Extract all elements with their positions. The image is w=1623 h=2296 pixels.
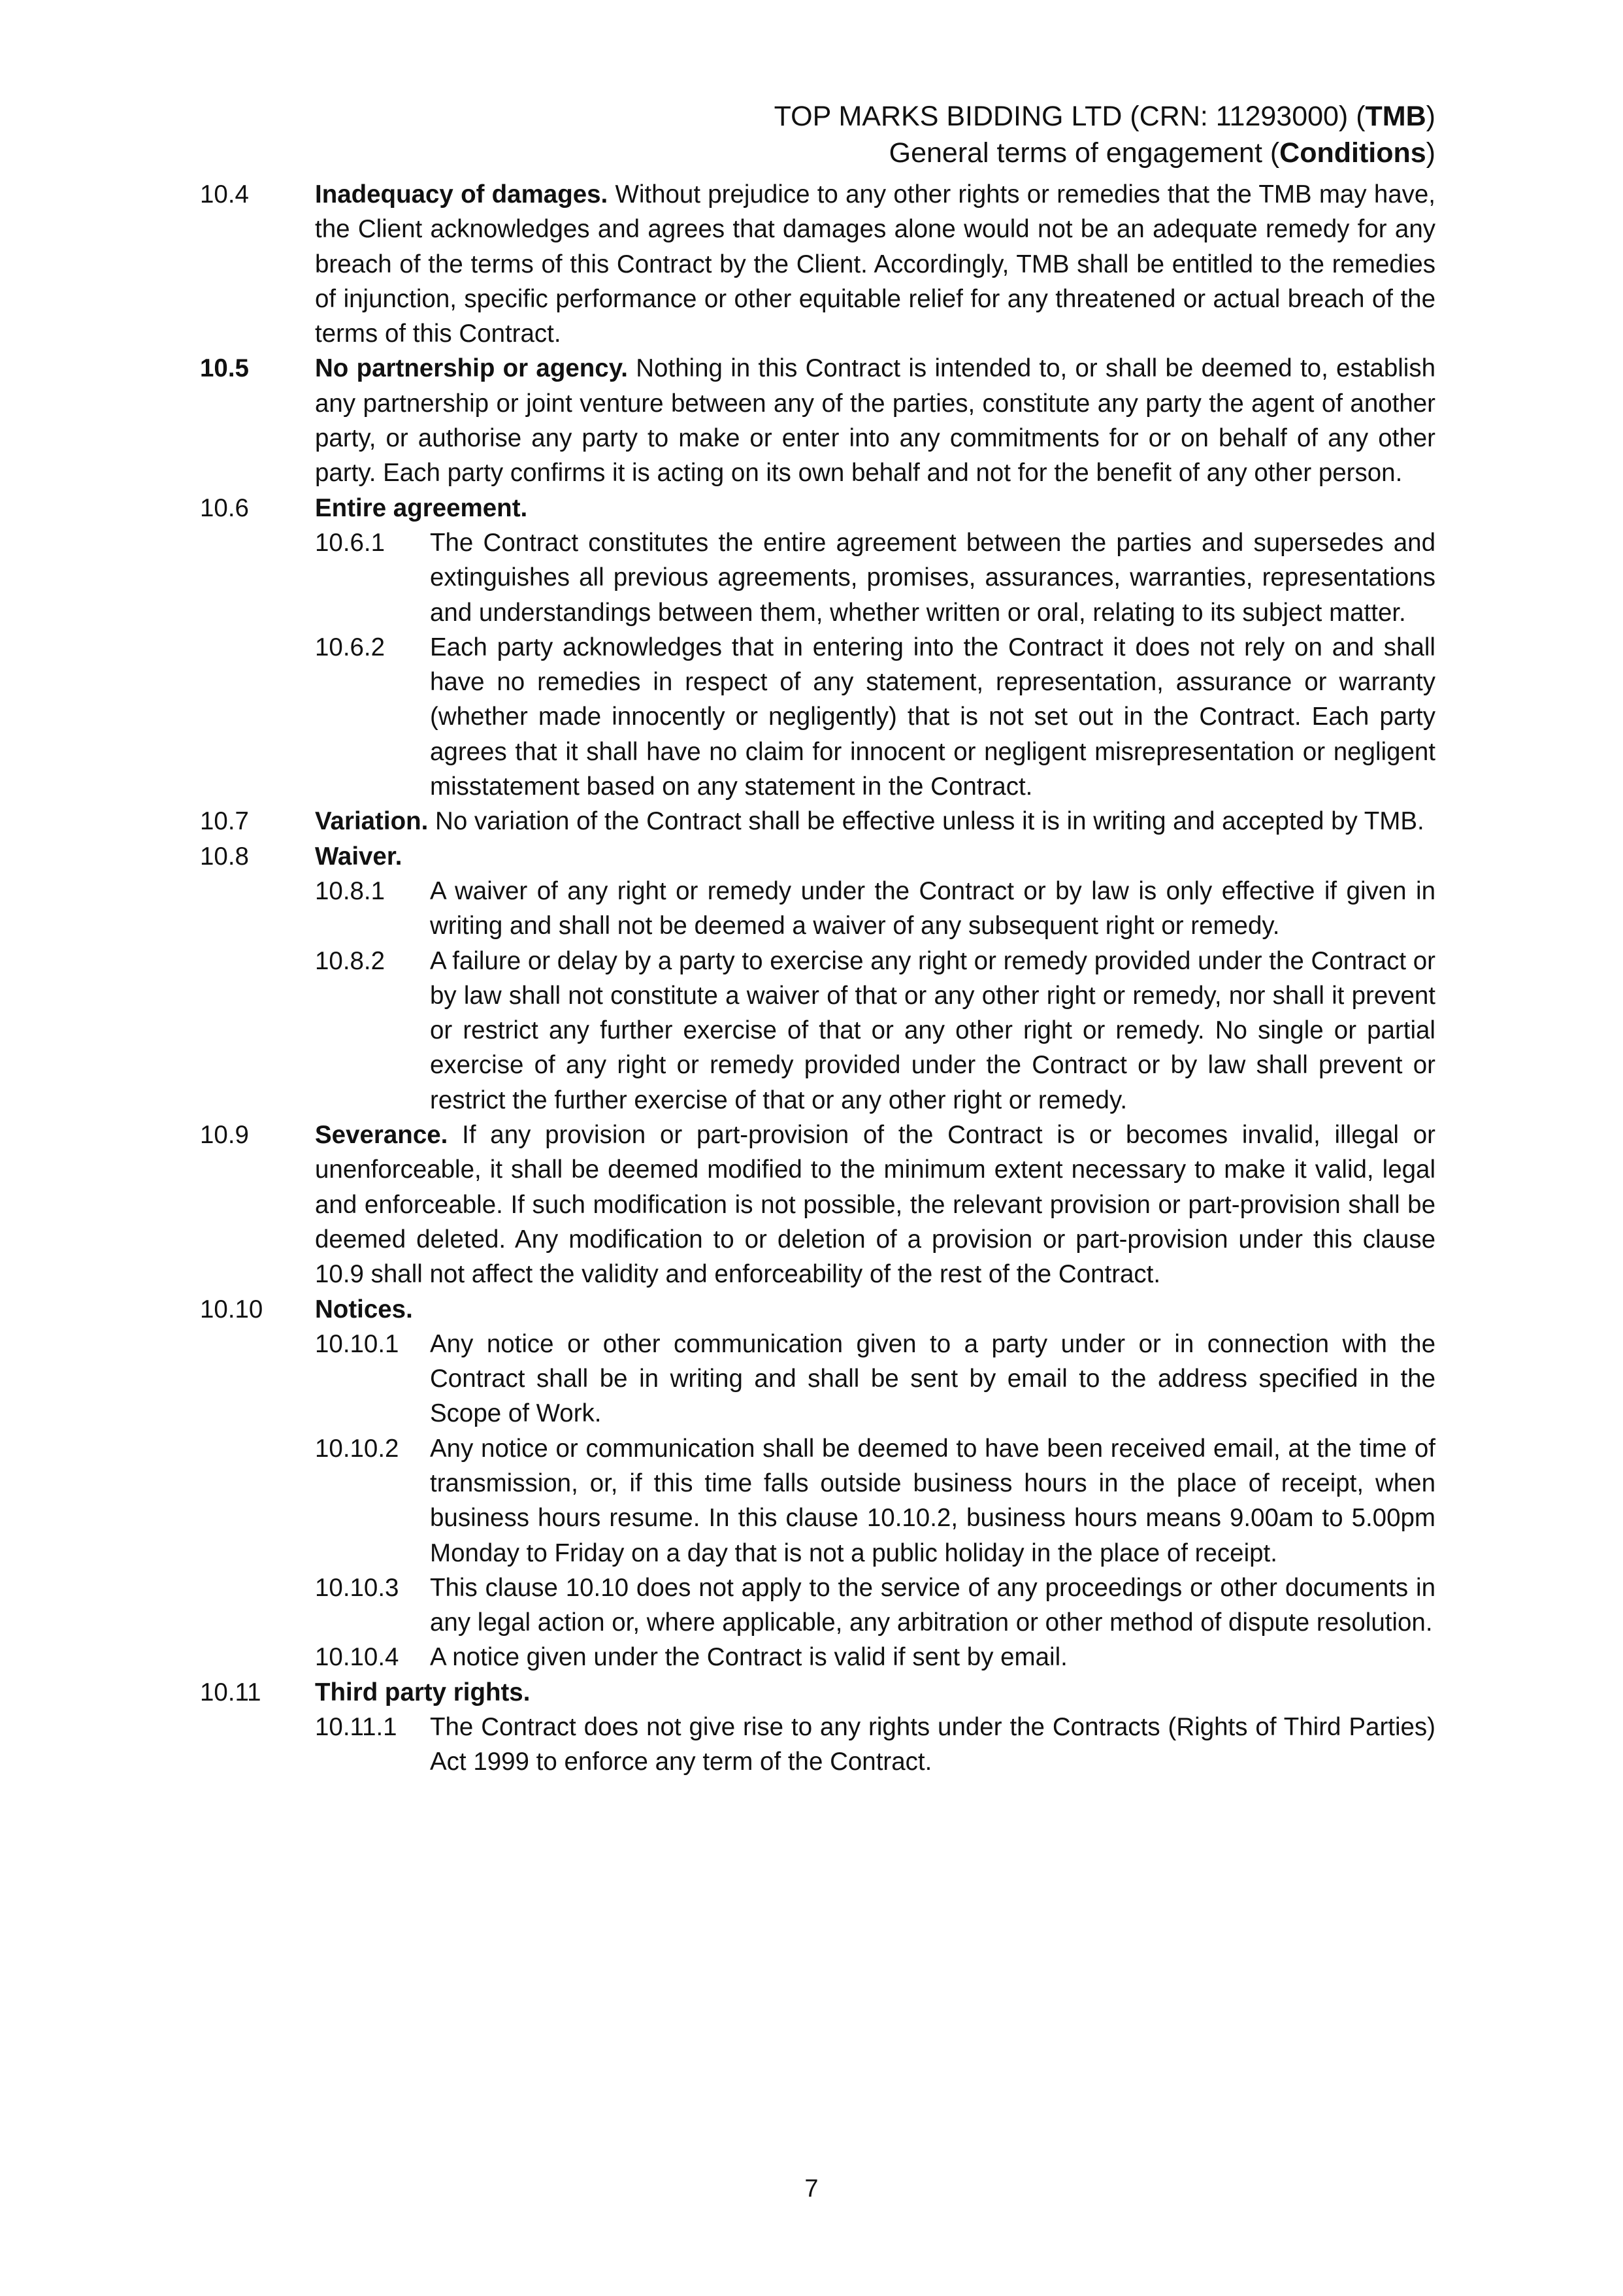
subclause-10-10-3 bbox=[315, 1571, 1435, 1640]
subclause-10-10-4 bbox=[315, 1640, 1435, 1674]
subclause-text: This clause 10.10 does not apply to the service of any proceedings or other documents in any legal action or, where applicable, any arbitration or other method of dispute resolution. bbox=[430, 1573, 1435, 1637]
clause-title: Waiver. bbox=[315, 842, 402, 871]
subclause-number: 10.6.2 bbox=[315, 633, 385, 661]
clause-text: Without prejudice to any other rights or remedies that the TMB may have, the Client acknowledges and agrees that damages alone would not be an adequate remedy for any breach of the terms of this Contract by the Client. Accordingly, TMB shall be entitled to the remedies of injunction, specific performance or other equitable relief for any threatened or actual breach of the terms of this Contract. bbox=[315, 180, 1435, 348]
clause-10-9 bbox=[200, 1118, 1435, 1291]
subclause-text: A notice given under the Contract is valid if sent by email. bbox=[430, 1643, 1068, 1672]
subclause-number: 10.8.1 bbox=[315, 876, 385, 905]
subclause-number: 10.8.2 bbox=[315, 946, 385, 975]
subclause-text: Each party acknowledges that in entering into the Contract it does not rely on and shall have no remedies in respect of any statement, representation, assurance or warranty (whether made innocently or negligently) that is not set out in the Contract. Each party agrees that it shall have no claim for innocent or negligent misrepresentation or negligent misstatement based on any statement in the Contract. bbox=[430, 633, 1435, 801]
clause-title: No partnership or agency. bbox=[315, 354, 628, 383]
subclause-number: 10.6.1 bbox=[315, 528, 385, 557]
clause-number: 10.8 bbox=[200, 842, 249, 871]
clause-title: Inadequacy of damages. bbox=[315, 180, 608, 208]
clause-number: 10.7 bbox=[200, 807, 249, 836]
clause-10-7 bbox=[200, 804, 1435, 839]
subclause-text: A waiver of any right or remedy under the Contract or by law is only effective if given in writing and shall not be deemed a waiver of any subsequent right or remedy. bbox=[430, 876, 1435, 940]
subclause-number: 10.10.3 bbox=[315, 1573, 399, 1602]
subclause-10-8-2 bbox=[315, 944, 1435, 1118]
subclause-10-6-1 bbox=[315, 525, 1435, 630]
subclause-text: The Contract constitutes the entire agreement between the parties and supersedes and extinguishes all previous agreements, promises, assurances, warranties, representations and understandings between them, whether written or oral, relating to its subject matter. bbox=[430, 528, 1435, 627]
clause-title: Notices. bbox=[315, 1295, 413, 1323]
clause-10-5 bbox=[200, 351, 1435, 490]
clause-10-4 bbox=[200, 177, 1435, 351]
clause-title: Variation. bbox=[315, 807, 429, 836]
clause-number: 10.11 bbox=[200, 1678, 261, 1706]
clause-title: Entire agreement. bbox=[315, 493, 528, 522]
subclause-number: 10.11.1 bbox=[315, 1713, 397, 1742]
subclause-text: Any notice or communication shall be deemed to have been received email, at the time of transmission, or, if this time falls outside business hours in the place of receipt, when business hours resume. In this clause 10.10.2, business hours means 9.00am to 5.00pm Monday to Friday on a day that is not a public holiday in the place of receipt. bbox=[430, 1434, 1435, 1567]
subclause-text: The Contract does not give rise to any rights under the Contracts (Rights of Third Parties) Act 1999 to enforce any term of the Contract. bbox=[430, 1713, 1435, 1776]
clause-text: Nothing in this Contract is intended to, or shall be deemed to, establish any partnership or joint venture between any of the parties, constitute any party the agent of another party, or authorise any party to make or enter into any commitments for or on behalf of any other party. Each party confirms it is acting on its own behalf and not for the benefit of any other person. bbox=[315, 354, 1435, 488]
clause-10-11 bbox=[200, 1675, 1435, 1780]
subclause-number: 10.10.2 bbox=[315, 1434, 399, 1463]
subclause-text: A failure or delay by a party to exercise any right or remedy provided under the Contract or by law shall not constitute a waiver of that or any other right or remedy, nor shall it prevent or restrict any further exercise of that or any other right or remedy. No single or partial exercise of any right or remedy provided under the Contract or by law shall prevent or restrict the further exercise of that or any other right or remedy. bbox=[430, 946, 1435, 1114]
clause-number: 10.4 bbox=[200, 180, 249, 208]
clause-title: Third party rights. bbox=[315, 1678, 531, 1706]
clause-10-6 bbox=[200, 491, 1435, 805]
page-number: 7 bbox=[804, 2175, 819, 2203]
subclause-10-10-2 bbox=[315, 1431, 1435, 1571]
subclause-10-8-1 bbox=[315, 874, 1435, 944]
clause-number: 10.6 bbox=[200, 493, 249, 522]
subclause-number: 10.10.1 bbox=[315, 1329, 399, 1358]
clause-10-10 bbox=[200, 1292, 1435, 1675]
subclause-text: Any notice or other communication given to a party under or in connection with the Contract shall be in writing and shall be sent by email to the address specified in the Scope of Work. bbox=[430, 1329, 1435, 1428]
clause-number: 10.9 bbox=[200, 1121, 249, 1150]
subclause-number: 10.10.4 bbox=[315, 1643, 399, 1672]
clause-number: 10.10 bbox=[200, 1295, 263, 1323]
clause-10-8 bbox=[200, 839, 1435, 1118]
clause-text: If any provision or part-provision of the Contract is or becomes invalid, illegal or unenforceable, it shall be deemed modified to the minimum extent necessary to make it valid, legal and enforceable. If such modification is not possible, the relevant provision or part-provision shall be deemed deleted. Any modification to or deletion of a provision or part-provision under this clause 10.9 shall not affect the validity and enforceability of the rest of the Contract. bbox=[315, 1121, 1435, 1289]
header-company-line: TOP MARKS BIDDING LTD (CRN: 11293000) (TMB) bbox=[774, 101, 1435, 132]
subclause-10-11-1 bbox=[315, 1710, 1435, 1780]
subclause-10-10-1 bbox=[315, 1327, 1435, 1431]
document-header bbox=[774, 98, 1435, 171]
clause-title: Severance. bbox=[315, 1121, 448, 1150]
clause-text: No variation of the Contract shall be effective unless it is in writing and accepted by TMB. bbox=[428, 807, 1424, 836]
clauses-body bbox=[200, 177, 1435, 1780]
header-document-line: General terms of engagement (Conditions) bbox=[889, 137, 1435, 169]
clause-number: 10.5 bbox=[200, 354, 249, 383]
subclause-10-6-2 bbox=[315, 630, 1435, 804]
